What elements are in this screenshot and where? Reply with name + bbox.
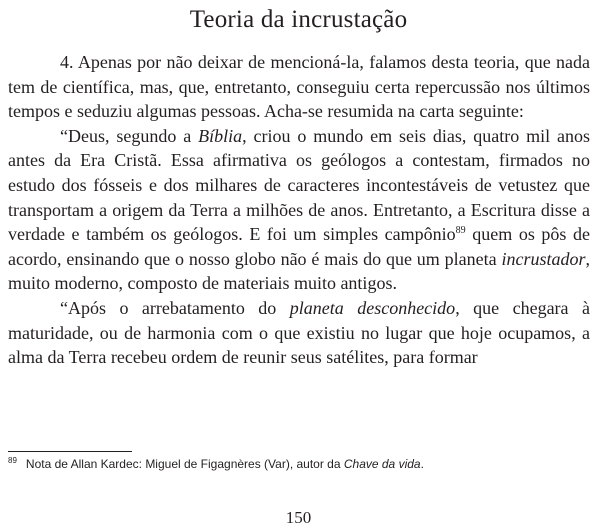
footnote-text-end: .	[420, 457, 424, 471]
chapter-title: Teoria da incrustação	[189, 6, 408, 33]
text-run: , criou o mundo em seis dias, quatro mil anos antes da Era Cristã. Essa afirmativa os geólogos a contestam, firmados no estudo dos fósseis e dos milhares de caracteres incontestáveis de vetustez que transportam a origem da Terra a milhões de anos. Entretanto, a Escritura disse a verdade e também os geólogos. E foi um simples campônio	[8, 125, 591, 245]
page-number: 150	[285, 508, 312, 527]
text-run: , muito moderno, composto de materiais muito antigos.	[8, 248, 590, 294]
footnote-book-title: Chave da vida	[343, 457, 421, 471]
text-run: “Deus, segundo a	[60, 125, 199, 146]
italic-text: incrustador	[501, 248, 586, 269]
text-run: 4. Apenas por não deixar de mencioná-la, falamos desta teoria, que nada tem de científica, mas, que, entretanto, conseguiu certa repercussão nos últimos tempos e seduziu algumas pessoas. Acha-se resumida na carta seguinte:	[8, 52, 590, 122]
paragraph	[8, 124, 590, 296]
body-text	[8, 50, 590, 370]
text-run: quem os pôs de acordo, ensinando que o nosso globo não é mais do que um planeta	[8, 224, 590, 269]
italic-text: Bíblia	[198, 125, 243, 146]
footnote	[8, 456, 590, 472]
footnote-divider	[8, 451, 132, 452]
footnote-reference: 89	[455, 225, 466, 237]
footnote-number: 89	[8, 456, 17, 465]
paragraph	[8, 296, 590, 370]
paragraph	[8, 50, 590, 124]
italic-text: planeta desconhecido	[289, 297, 456, 318]
text-run: , que chegara à maturidade, ou de harmonia com o que existiu no lugar que hoje ocupamos, a alma da Terra recebeu ordem de reunir seus satélites, para formar	[8, 297, 590, 368]
footnote-text: Nota de Allan Kardec: Miguel de Figagnères (Var), autor da	[25, 457, 344, 471]
text-run: “Após o arrebatamento do	[60, 297, 290, 318]
